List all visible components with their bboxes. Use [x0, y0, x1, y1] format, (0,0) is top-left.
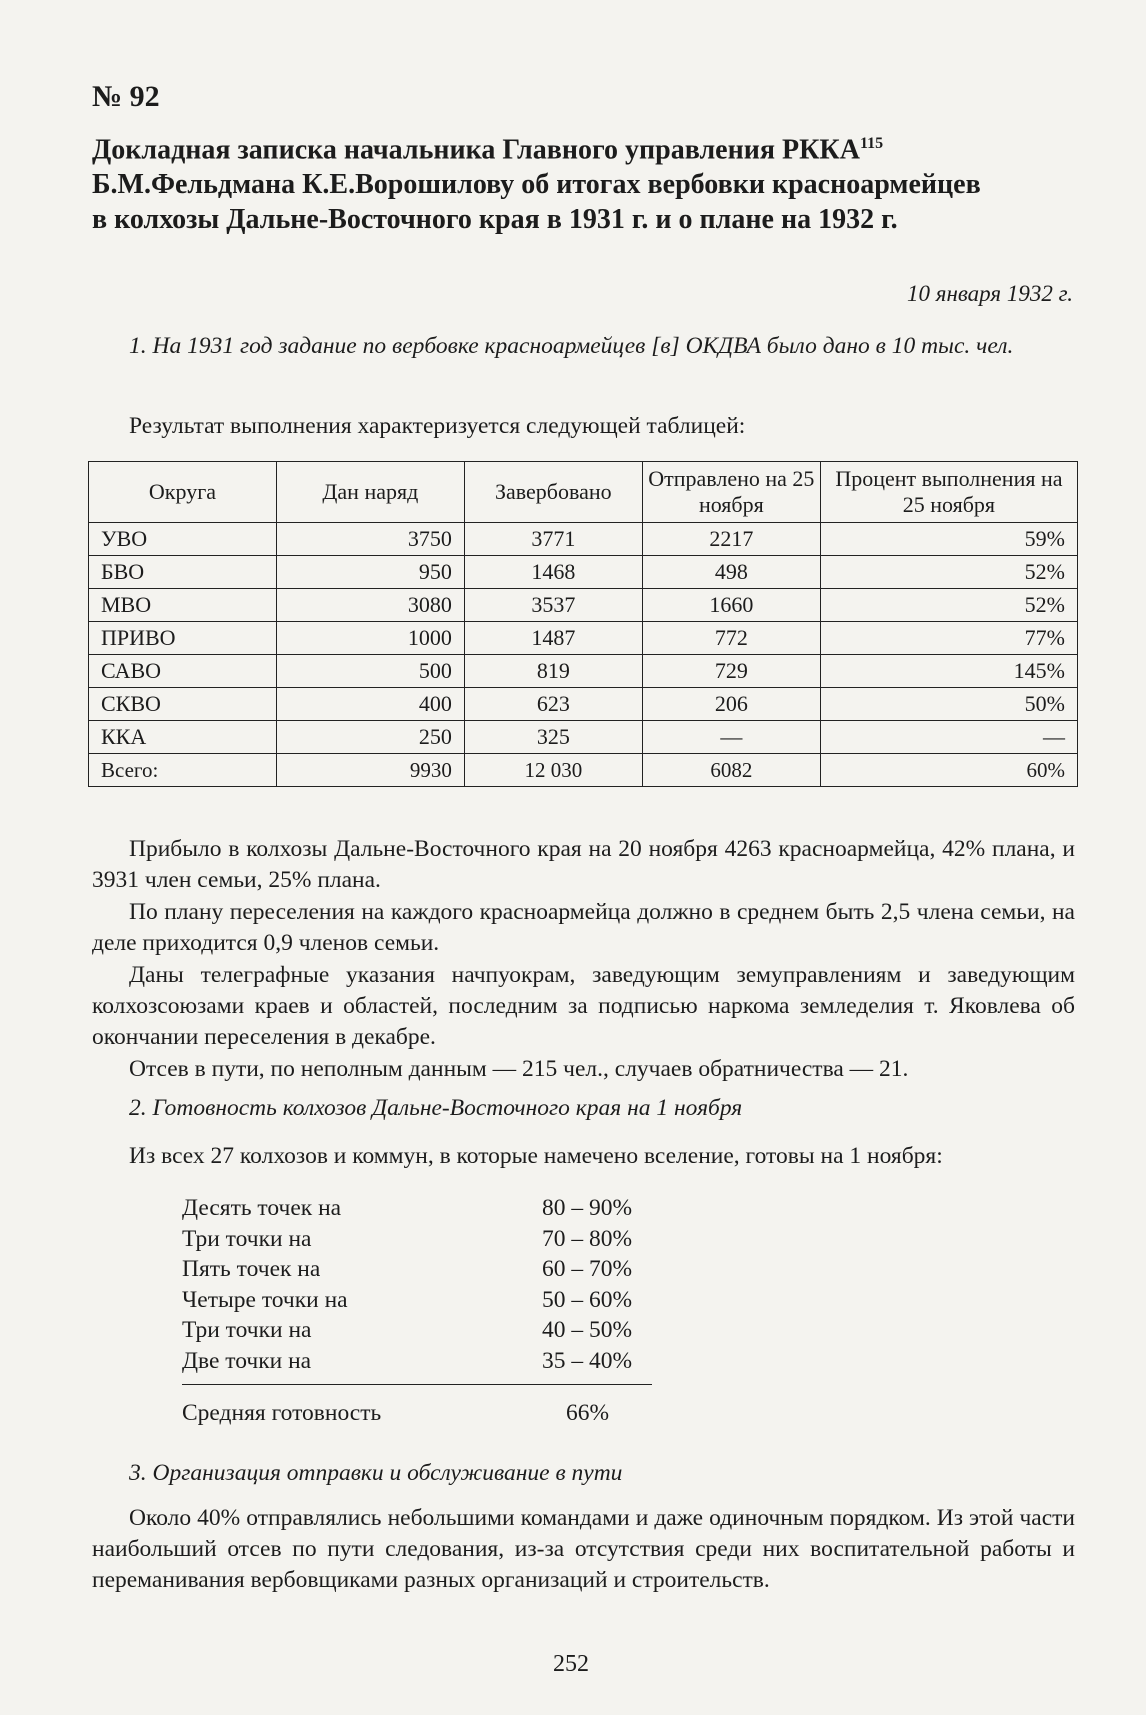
table-intro: Результат выполнения характеризуется следующей таблицей:: [129, 413, 746, 439]
table-row: [89, 523, 1078, 556]
paragraph-family-plan: По плану переселения на каждого красноармейца должно в среднем быть 2,5 члена семьи, на деле приходится 0,9 членов семьи.: [92, 899, 1075, 956]
list-item: [182, 1285, 662, 1316]
list-item: [182, 1224, 662, 1255]
cell-district: Всего:: [89, 754, 277, 787]
table-row: [89, 589, 1078, 622]
cell-sent: 2217: [642, 523, 820, 556]
document-number: № 92: [92, 80, 160, 113]
section-2-heading: 2. Готовность колхозов Дальне-Восточного края на 1 ноября: [129, 1095, 743, 1121]
cell-percent: 145%: [820, 655, 1077, 688]
cell-recruited: 1468: [464, 556, 642, 589]
readiness-label: Четыре точки на: [182, 1286, 348, 1313]
section-3-heading: 3. Организация отправки и обслуживание в пути: [129, 1460, 623, 1486]
table-row: [89, 655, 1078, 688]
cell-district: МВО: [89, 589, 277, 622]
readiness-label: Десять точек на: [182, 1195, 342, 1221]
cell-quota: 950: [276, 556, 464, 589]
cell-quota: 9930: [276, 754, 464, 787]
readiness-divider: [182, 1384, 652, 1385]
paragraph-telegraph: Даны телеграфные указания начпуокрам, заведующим земуправлениям и заведующим колхозсоюзами краев и областей, последним за подписью наркома земледелия т. Яковлева об окончании переселения в декабре.: [92, 962, 1075, 1050]
average-label: Средняя готовность: [182, 1400, 382, 1426]
paragraph-arrivals: Прибыло в колхозы Дальне-Восточного края на 20 ноября 4263 красноармейца, 42% плана, и 3931 член семьи, 25% плана.: [92, 836, 1075, 893]
cell-quota: 250: [276, 721, 464, 754]
cell-percent: —: [820, 721, 1077, 754]
cell-sent: 1660: [642, 589, 820, 622]
cell-quota: 500: [276, 655, 464, 688]
cell-recruited: 623: [464, 688, 642, 721]
cell-recruited: 819: [464, 655, 642, 688]
cell-percent: 50%: [820, 688, 1077, 721]
readiness-value: 80 – 90%: [542, 1195, 633, 1221]
document-date: 10 января 1932 г.: [907, 281, 1073, 306]
readiness-list: [182, 1193, 662, 1376]
cell-percent: 52%: [820, 556, 1077, 589]
readiness-value: 50 – 60%: [542, 1286, 633, 1313]
title-footnote-ref: 115: [859, 135, 884, 152]
cell-recruited: 325: [464, 721, 642, 754]
col-header-recruited: Завербовано: [464, 462, 642, 523]
readiness-label: Три точки на: [182, 1225, 312, 1252]
readiness-value: 40 – 50%: [542, 1317, 633, 1343]
col-header-quota: Дан наряд: [276, 462, 464, 523]
title-rest: Б.М.Фельдмана К.Е.Ворошилову об итогах вербовки красноармейцев в колхозы Дальне-Восточного края в 1931 г. и о плане на 1932 г.: [92, 169, 981, 236]
average-value: 66%: [566, 1400, 610, 1426]
document-title: [92, 126, 992, 237]
average-readiness: [182, 1400, 662, 1432]
cell-sent: —: [642, 721, 820, 754]
table-row: [89, 721, 1078, 754]
cell-sent: 6082: [642, 754, 820, 787]
readiness-value: 60 – 70%: [542, 1256, 633, 1282]
cell-district: ККА: [89, 721, 277, 754]
readiness-value: 35 – 40%: [542, 1347, 633, 1374]
readiness-label: Две точки на: [182, 1347, 312, 1374]
table-row: [89, 688, 1078, 721]
table-row: [89, 622, 1078, 655]
cell-sent: 206: [642, 688, 820, 721]
readiness-label: Три точки на: [182, 1317, 312, 1343]
paragraph-dispatch: Около 40% отправлялись небольшими командами и даже одиночным порядком. Из этой части наибольший отсев по пути следования, из-за отсутствия среди них воспитательной работы и переманивания вербовщиками разных организаций и строительств.: [92, 1505, 1075, 1593]
page-number: 252: [553, 1651, 589, 1677]
list-item: [182, 1254, 662, 1285]
table-total-row: [89, 754, 1078, 787]
cell-district: ПРИВО: [89, 622, 277, 655]
paragraph-dropout: Отсев в пути, по неполным данным — 215 чел., случаев обратничества — 21.: [129, 1056, 909, 1082]
list-item: [182, 1346, 662, 1377]
cell-sent: 729: [642, 655, 820, 688]
col-header-district: Округа: [89, 462, 277, 523]
list-item: [182, 1315, 662, 1346]
cell-district: СКВО: [89, 688, 277, 721]
cell-district: САВО: [89, 655, 277, 688]
cell-district: БВО: [89, 556, 277, 589]
col-header-sent: Отправлено на 25 ноября: [642, 462, 820, 523]
cell-percent: 59%: [820, 523, 1077, 556]
title-main: Докладная записка начальника Главного управления РККА: [92, 134, 860, 166]
cell-quota: 400: [276, 688, 464, 721]
results-table: [88, 461, 1078, 787]
paragraph-readiness-intro: Из всех 27 колхозов и коммун, в которые намечено вселение, готовы на 1 ноября:: [129, 1143, 943, 1169]
readiness-label: Пять точек на: [182, 1256, 321, 1282]
cell-recruited: 1487: [464, 622, 642, 655]
section-1-heading: 1. На 1931 год задание по вербовке красноармейцев [в] ОКДВА было дано в 10 тыс. чел.: [129, 333, 1014, 359]
cell-recruited: 3771: [464, 523, 642, 556]
cell-quota: 1000: [276, 622, 464, 655]
cell-recruited: 3537: [464, 589, 642, 622]
cell-sent: 772: [642, 622, 820, 655]
col-header-percent: Процент выполнения на 25 ноября: [820, 462, 1077, 523]
list-item: [182, 1193, 662, 1224]
cell-percent: 52%: [820, 589, 1077, 622]
cell-district: УВО: [89, 523, 277, 556]
cell-quota: 3750: [276, 523, 464, 556]
table-header-row: [89, 462, 1078, 523]
table-row: [89, 556, 1078, 589]
readiness-value: 70 – 80%: [542, 1225, 633, 1252]
cell-recruited: 12 030: [464, 754, 642, 787]
cell-sent: 498: [642, 556, 820, 589]
cell-percent: 60%: [820, 754, 1077, 787]
cell-quota: 3080: [276, 589, 464, 622]
cell-percent: 77%: [820, 622, 1077, 655]
